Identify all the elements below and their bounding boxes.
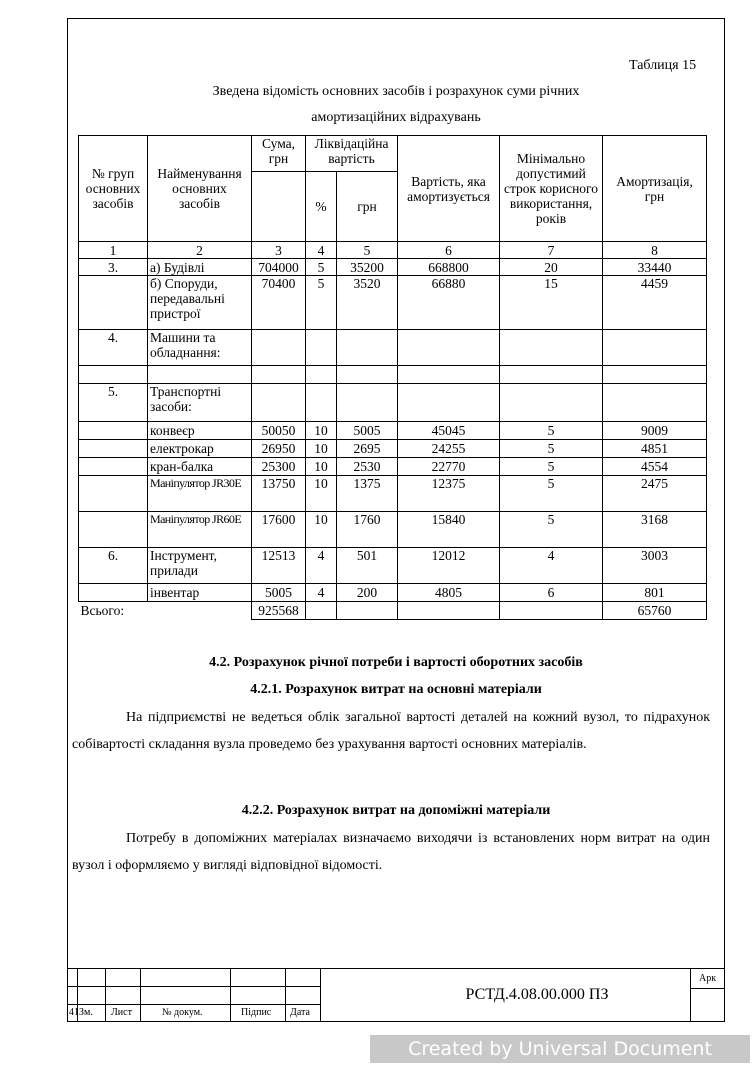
cell [337, 330, 398, 366]
cell: 13750 [252, 476, 306, 512]
header-min-term: Мінімально допустимий строк корисного використання, років [500, 136, 603, 242]
cell: 70400 [252, 276, 306, 330]
table-row [79, 259, 707, 276]
stamp-page-no: 41 [69, 1007, 79, 1018]
header-liquid: Ліквідаційна вартість [306, 136, 398, 172]
cell: 5 [306, 259, 337, 276]
cell: 12375 [398, 476, 500, 512]
cell: 5. [79, 384, 148, 422]
cell [79, 476, 148, 512]
cell: 4554 [603, 458, 707, 476]
cell: 25300 [252, 458, 306, 476]
cell: б) Споруди, передавальні пристрої [148, 276, 252, 330]
cell: 12513 [252, 548, 306, 584]
column-number-row [79, 242, 707, 259]
cell: конвеєр [148, 422, 252, 440]
cell: 668800 [398, 259, 500, 276]
cell [337, 384, 398, 422]
cell [398, 366, 500, 384]
col-num: 5 [337, 242, 398, 259]
cell [306, 602, 337, 620]
cell: 10 [306, 512, 337, 548]
cell: 6. [79, 548, 148, 584]
table-row [79, 512, 707, 548]
title-block [67, 968, 725, 1022]
col-num: 2 [148, 242, 252, 259]
cell [79, 276, 148, 330]
header-liquid-uah: грн [337, 172, 398, 242]
stamp-date: Дата [290, 1007, 310, 1018]
table-row [79, 584, 707, 602]
cell [500, 330, 603, 366]
cell: Машини та обладнання: [148, 330, 252, 366]
cell [398, 602, 500, 620]
cell: 3520 [337, 276, 398, 330]
table-title-line2: амортизаційних відрахувань [311, 110, 481, 125]
cell: 3168 [603, 512, 707, 548]
document-code: РСТД.4.08.00.000 ПЗ [465, 986, 609, 1003]
total-label: Всього: [79, 602, 252, 620]
cell [79, 584, 148, 602]
cell: 15840 [398, 512, 500, 548]
table-row [79, 384, 707, 422]
cell: 26950 [252, 440, 306, 458]
stamp-doc-no: № докум. [162, 1007, 203, 1018]
cell: 10 [306, 476, 337, 512]
cell [337, 602, 398, 620]
cell [79, 366, 148, 384]
cell: 17600 [252, 512, 306, 548]
cell: 6 [500, 584, 603, 602]
cell: 24255 [398, 440, 500, 458]
cell: 10 [306, 422, 337, 440]
cell: 20 [500, 259, 603, 276]
cell: електрокар [148, 440, 252, 458]
cell: Інструмент, прилади [148, 548, 252, 584]
cell: 3. [79, 259, 148, 276]
table-row [79, 440, 707, 458]
cell [252, 366, 306, 384]
cell: 12012 [398, 548, 500, 584]
cell: 2530 [337, 458, 398, 476]
cell: 4851 [603, 440, 707, 458]
cell [603, 366, 707, 384]
cell [500, 602, 603, 620]
cell: 4805 [398, 584, 500, 602]
cell: 704000 [252, 259, 306, 276]
cell: 4 [306, 584, 337, 602]
cell: Маніпулятор JR30E [148, 476, 252, 512]
table-row [79, 330, 707, 366]
section-heading-4-2-1: 4.2.1. Розрахунок витрат на основні матеріали [250, 682, 542, 697]
table-row [79, 458, 707, 476]
col-num: 1 [79, 242, 148, 259]
table-caption: Таблиця 15 [629, 58, 697, 73]
assets-table [78, 135, 707, 620]
header-sum-empty [252, 172, 306, 242]
header-sum: Сума, грн [252, 136, 306, 172]
header-amort: Амортизація, грн [603, 136, 707, 242]
cell [79, 422, 148, 440]
cell: 5 [500, 476, 603, 512]
cell: а) Будівлі [148, 259, 252, 276]
cell: 66880 [398, 276, 500, 330]
cell [337, 366, 398, 384]
cell: 5 [500, 440, 603, 458]
cell: 33440 [603, 259, 707, 276]
header-name: Найменування основних засобів [148, 136, 252, 242]
paragraph-2 [72, 825, 710, 879]
cell [500, 384, 603, 422]
table-row [79, 476, 707, 512]
col-num: 8 [603, 242, 707, 259]
cell: 2475 [603, 476, 707, 512]
cell: 4. [79, 330, 148, 366]
cell: 200 [337, 584, 398, 602]
cell: 10 [306, 458, 337, 476]
cell: 4 [500, 548, 603, 584]
paragraph-1 [72, 704, 710, 758]
stamp-sign: Підпис [241, 1007, 272, 1018]
table-title-line1: Зведена відомість основних засобів і розрахунок суми річних [212, 84, 580, 99]
header-group-no: № груп основних засобів [79, 136, 148, 242]
col-num: 4 [306, 242, 337, 259]
total-row [79, 602, 707, 620]
cell: 5 [500, 512, 603, 548]
cell: 5005 [252, 584, 306, 602]
cell [79, 512, 148, 548]
cell: 45045 [398, 422, 500, 440]
cell: 5005 [337, 422, 398, 440]
col-num: 7 [500, 242, 603, 259]
cell: 22770 [398, 458, 500, 476]
cell: 50050 [252, 422, 306, 440]
table-row [79, 366, 707, 384]
cell [79, 458, 148, 476]
cell [252, 384, 306, 422]
cell [306, 384, 337, 422]
paragraph-2-text: Потребу в допоміжних матеріалах визначаємо виходячи із встановлених норм витрат на один вузол і оформляємо у вигляді відповідної відомості. [72, 831, 710, 873]
cell: 15 [500, 276, 603, 330]
cell: 5 [500, 458, 603, 476]
cell [398, 330, 500, 366]
cell [398, 384, 500, 422]
header-liquid-pct: % [306, 172, 337, 242]
table-row [79, 276, 707, 330]
paragraph-1-text: На підприємстві не ведеться облік загальної вартості деталей на кожний вузол, то підрахунок собівартості складання вузла проведемо без урахування вартості основних матеріалів. [72, 710, 710, 752]
section-heading-4-2: 4.2. Розрахунок річної потреби і вартості оборотних засобів [209, 655, 583, 670]
cell: 3003 [603, 548, 707, 584]
cell [603, 330, 707, 366]
cell: 4 [306, 548, 337, 584]
cell: 35200 [337, 259, 398, 276]
cell: 1760 [337, 512, 398, 548]
cell [306, 330, 337, 366]
table-row [79, 422, 707, 440]
cell: 2695 [337, 440, 398, 458]
cell [252, 330, 306, 366]
cell [148, 366, 252, 384]
cell [306, 366, 337, 384]
section-heading-4-2-2: 4.2.2. Розрахунок витрат на допоміжні матеріали [241, 803, 551, 818]
cell: кран-балка [148, 458, 252, 476]
watermark: Created by Universal Document Converter [370, 1035, 750, 1063]
cell: 9009 [603, 422, 707, 440]
cell: 501 [337, 548, 398, 584]
cell: 5 [500, 422, 603, 440]
cell [500, 366, 603, 384]
cell [79, 440, 148, 458]
stamp-ark: Арк [699, 973, 717, 984]
stamp-list: Лист [111, 1007, 132, 1018]
cell: 801 [603, 584, 707, 602]
cell [603, 384, 707, 422]
col-num: 6 [398, 242, 500, 259]
col-num: 3 [252, 242, 306, 259]
total-amort: 65760 [603, 602, 707, 620]
total-sum: 925568 [252, 602, 306, 620]
header-depreciable: Вартість, яка амортизується [398, 136, 500, 242]
cell: 5 [306, 276, 337, 330]
table-row [79, 548, 707, 584]
cell: Маніпулятор JR60E [148, 512, 252, 548]
cell: 1375 [337, 476, 398, 512]
cell: Транспортні засоби: [148, 384, 252, 422]
cell: 10 [306, 440, 337, 458]
stamp-zm: Зм. [79, 1007, 93, 1018]
cell: 4459 [603, 276, 707, 330]
cell: інвентар [148, 584, 252, 602]
